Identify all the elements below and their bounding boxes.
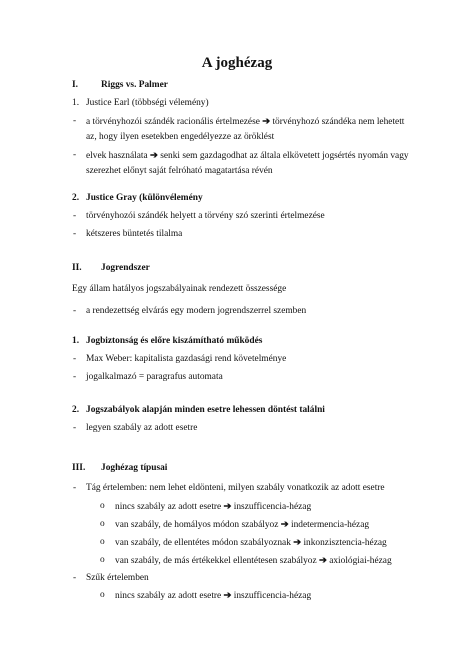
bullet-marker: - — [73, 573, 77, 583]
section-numeral: III. — [72, 463, 86, 473]
bullet-marker: - — [73, 211, 77, 221]
sub-bullet-text: van szabály, de más értékekkel ellentétesen szabályoz ➔ axiológiai-hézag — [115, 556, 392, 566]
bullet-continuation: az, hogy ilyen esetekben engedélyezze az öröklést — [86, 132, 275, 142]
bullet-text: Szűk értelemben — [86, 573, 149, 583]
definition-text: Egy állam hatályos jogszabályainak rendezett összessége — [72, 284, 287, 294]
bullet-continuation: szerezhet előnyt saját felróható magatartása révén — [86, 166, 273, 176]
arrow-icon: ➔ — [223, 591, 232, 601]
bullet-marker: - — [73, 354, 77, 364]
page-title: A joghézag — [201, 55, 273, 71]
arrow-icon: ➔ — [280, 520, 289, 530]
bullet-text: Tág értelemben: nem lehet eldönteni, milyen szabály vonatkozik az adott esetre — [86, 483, 385, 493]
bullet-text: legyen szabály az adott esetre — [86, 423, 198, 433]
bullet-marker: - — [73, 306, 77, 316]
arrow-icon: ➔ — [223, 502, 232, 512]
list-number: 1. — [72, 336, 80, 346]
sub-bullet-text: nincs szabály az adott esetre ➔ inszufficencia-hézag — [115, 502, 312, 512]
list-item: Justice Gray (különvélemény — [86, 193, 203, 203]
sub-bullet-marker: o — [100, 555, 105, 565]
bullet-text: elvek használata ➔ senki sem gazdagodhat az általa elkövetett jogsértés nyomán vagy — [86, 151, 409, 161]
bullet-marker: - — [73, 372, 77, 382]
sub-bullet-text: van szabály, de homályos módon szabályoz ➔ indetermencia-hézag — [115, 520, 370, 530]
bullet-marker: - — [73, 229, 77, 239]
sub-bullet-marker: o — [100, 537, 105, 547]
sub-bullet-text: van szabály, de ellentétes módon szabályoznak ➔ inkonzisztencia-hézag — [115, 538, 387, 548]
arrow-icon: ➔ — [318, 556, 327, 566]
bullet-marker: - — [73, 483, 77, 493]
sub-bullet-marker: o — [100, 519, 105, 529]
section-heading: Joghézag típusai — [101, 463, 168, 473]
section-numeral: I. — [72, 80, 78, 90]
list-item: Jogbiztonság és előre kiszámítható működés — [86, 336, 263, 346]
bullet-marker: - — [73, 150, 77, 160]
bullet-text: törvényhozói szándék helyett a törvény szó szerinti értelmezése — [86, 211, 325, 221]
sub-bullet-marker: o — [100, 590, 105, 600]
bullet-text: kétszeres büntetés tilalma — [86, 229, 183, 239]
sub-bullet-text: nincs szabály az adott esetre ➔ inszufficencia-hézag — [115, 591, 312, 601]
arrow-icon: ➔ — [293, 538, 302, 548]
bullet-text: a rendezettség elvárás egy modern jogrendszerrel szemben — [86, 306, 307, 316]
sub-bullet-marker: o — [100, 501, 105, 511]
section-numeral: II. — [72, 263, 82, 273]
bullet-marker: - — [73, 116, 77, 126]
bullet-text: Max Weber: kapitalista gazdasági rend követelménye — [86, 354, 287, 364]
arrow-icon: ➔ — [262, 117, 271, 127]
list-item: Justice Earl (többségi vélemény) — [86, 98, 209, 108]
bullet-text: a törvényhozói szándék racionális értelmezése ➔ törvényhozó szándéka nem lehetett — [86, 117, 405, 127]
list-number: 2. — [72, 405, 80, 415]
bullet-text: jogalkalmazó = paragrafus automata — [86, 372, 223, 382]
bullet-marker: - — [73, 423, 77, 433]
list-item: Jogszabályok alapján minden esetre lehessen döntést találni — [86, 405, 325, 415]
arrow-icon: ➔ — [150, 151, 158, 161]
section-heading: Jogrendszer — [101, 263, 150, 273]
list-number: 2. — [72, 193, 80, 203]
section-heading: Riggs vs. Palmer — [101, 80, 168, 90]
list-number: 1. — [72, 98, 80, 108]
